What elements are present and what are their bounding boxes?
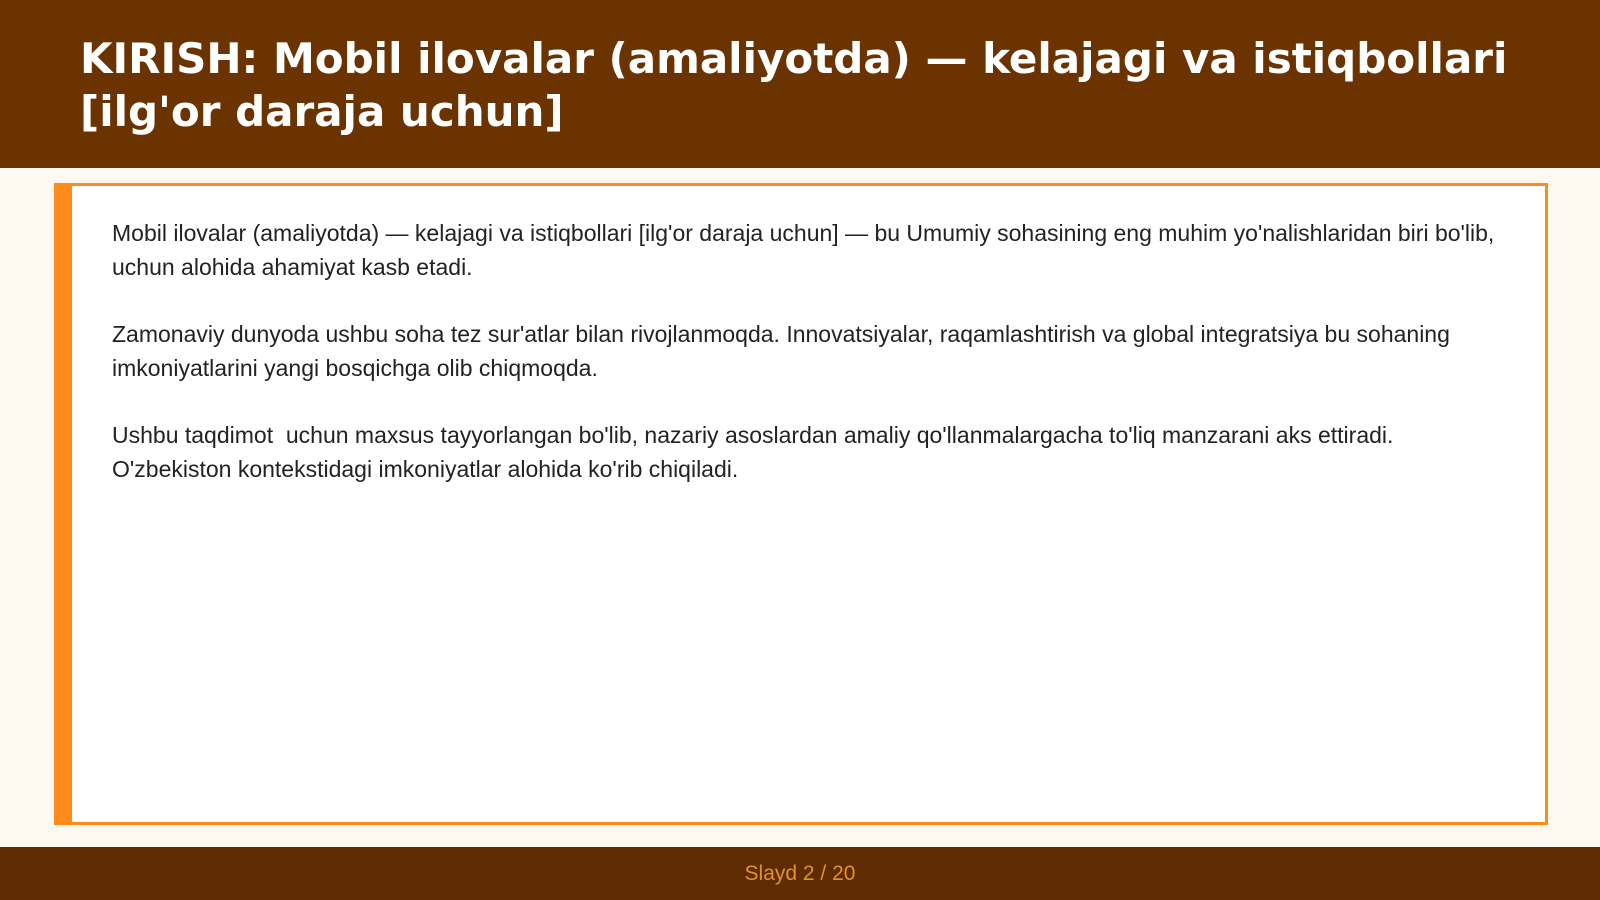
slide-title: KIRISH: Mobil ilovalar (amaliyotda) — kelajagi va istiqbollari [ilg'or daraja uchun] bbox=[80, 34, 1508, 136]
slide-footer bbox=[0, 847, 1600, 900]
paragraph-1: Mobil ilovalar (amaliyotda) — kelajagi va istiqbollari [ilg'or daraja uchun] — bu Umumiy sohasining eng muhim yo'nalishlaridan biri bo'lib, uchun alohida ahamiyat kasb etadi. bbox=[112, 220, 1508, 280]
paragraph-2: Zamonaviy dunyoda ushbu soha tez sur'atlar bilan rivojlanmoqda. Innovatsiyalar, raqamlashtirish va global integratsiya bu sohaning imkoniyatlarini yangi bosqichga olib chiqmoqda. bbox=[112, 321, 1457, 381]
slide-header bbox=[0, 0, 1600, 168]
paragraph-3: Ushbu taqdimot uchun maxsus tayyorlangan bo'lib, nazariy asoslardan amaliy qo'llanmalargacha to'liq manzarani aks ettiradi. O'zbekiston kontekstidagi imkoniyatlar alohida ko'rib chiqiladi. bbox=[112, 422, 1400, 482]
slide-number: Slayd 2 / 20 bbox=[744, 861, 856, 885]
content-box bbox=[54, 183, 1548, 825]
